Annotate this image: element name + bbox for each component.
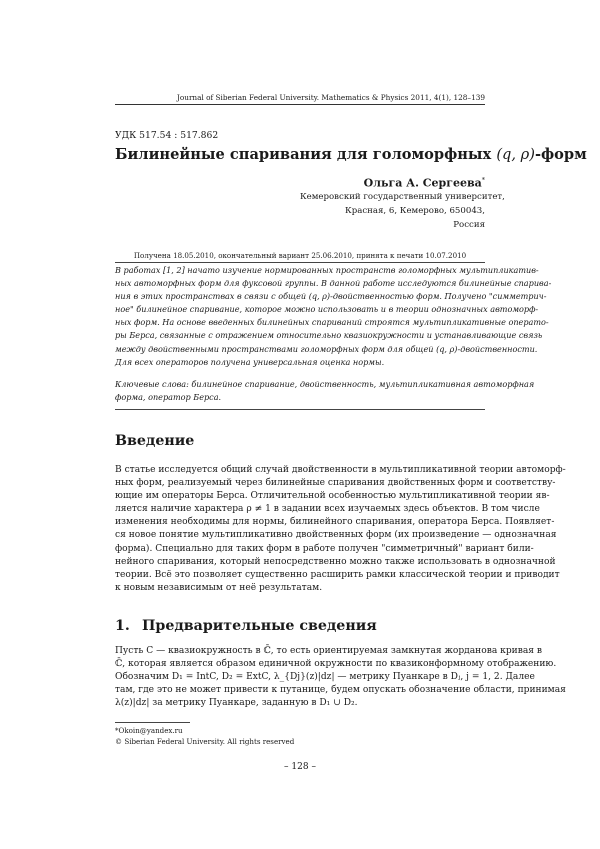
section-1-line: λ(z)|dz| за метрику Пуанкаре, заданную в D₁ ∪ D₂. [115, 698, 358, 709]
author-block [300, 176, 505, 232]
intro-line: теории. Всё это позволяет существенно расширить рамки классической теории и приводит [115, 569, 560, 580]
abstract-rule-bottom [115, 409, 485, 410]
keywords [115, 378, 535, 404]
page-number: – 128 – [284, 762, 316, 772]
intro-line: нейного спаривания, который непосредственно можно также использовать в однозначной [115, 556, 556, 567]
intro-line: ных форм, реализуемый через билинейные спаривания двойственных форм и соответству- [115, 478, 556, 489]
abstract-line: между двойственными пространствами голоморфных форм для общей (q, ρ)-двойственности. [115, 343, 538, 354]
intro-body [115, 464, 566, 595]
author-name [300, 176, 485, 190]
intro-heading: Введение [115, 433, 195, 449]
author-footnote-mark: * [481, 176, 485, 184]
section-1-line: ℂ̄, которая является образом единичной окружности по квазиконформному отображению. [115, 659, 557, 670]
author-name-text: Ольга А. Сергеева [363, 176, 482, 190]
footnote-rule [115, 722, 190, 723]
abstract-line: ных автоморфных форм для фуксовой группы. В данной работе исследуются билинейные спарива- [115, 278, 552, 289]
section-1-line: там, где это не может привести к путанице, будем опускать обозначение области, принимая [115, 685, 566, 696]
section-1-body [115, 645, 566, 710]
title-text: Билинейные спаривания для голоморфных [115, 146, 497, 163]
submission-dates: Получена 18.05.2010, окончательный вариант 25.06.2010, принята к печати 10.07.2010 [133, 251, 467, 260]
title-suffix: -форм [534, 146, 587, 163]
footnote-email: *Okoin@yandex.ru [115, 726, 183, 735]
title-math: (q, ρ) [496, 146, 535, 163]
footnote-copyright: © Siberian Federal University. All rights reserved [115, 737, 295, 746]
intro-line: форма). Специально для таких форм в работе получен "симметричный" вариант били- [115, 543, 534, 554]
affiliation-line: Кемеровский государственный университет, [300, 191, 505, 202]
abstract [115, 264, 552, 369]
udc-code: УДК 517.54 : 517.862 [115, 130, 219, 141]
affiliation-line: Красная, 6, Кемерово, 650043, [345, 205, 485, 216]
section-1-line: Обозначим D₁ = IntC, D₂ = ExtC, λ_{Dj}(z)|dz| — метрику Пуанкаре в Dⱼ, j = 1, 2. Далее [115, 672, 535, 683]
intro-line: ющие им операторы Берса. Отличительной особенностью мультипликативной теории яв- [115, 491, 550, 502]
abstract-line: В работах [1, 2] начато изучение нормированных пространств голоморфных мультипликатив- [115, 265, 539, 275]
header-rule [115, 104, 485, 105]
journal-header [115, 93, 485, 102]
abstract-rule-top [115, 262, 485, 263]
intro-line: В статье исследуется общий случай двойственности в мультипликативной теории автоморф- [115, 465, 566, 475]
section-1-heading [115, 618, 377, 634]
abstract-line: Для всех операторов получена универсальная оценка нормы. [115, 356, 385, 367]
abstract-line: ное" билинейное спаривание, которое можно использовать и в теории однозначных автоморф- [115, 304, 539, 315]
intro-line: ся новое понятие мультипликативно двойственных форм (их произведение — однозначная [115, 530, 557, 541]
section-title: Предварительные сведения [142, 618, 377, 634]
keywords-line: форма, оператор Берса. [115, 392, 222, 402]
keywords-line: Ключевые слова: билинейное спаривание, двойственность, мультипликативная автоморфная [115, 379, 535, 389]
intro-line: изменения необходимы для нормы, билинейного спаривания, оператора Берса. Появляет- [115, 517, 555, 528]
abstract-line: ных форм. На основе введенных билинейных спариваний строятся мультипликативные операто- [115, 317, 549, 328]
affiliation-line: Россия [453, 219, 485, 230]
paper-title [115, 146, 587, 163]
section-1-line: Пусть C — квазиокружность в ℂ̄, то есть ориентируемая замкнутая жорданова кривая в [115, 646, 542, 656]
abstract-line: ры Берса, связанные с отражением относительно квазиокружности и устанавливающие связь [115, 330, 543, 341]
abstract-line: ния в этих пространствах в связи с общей (q, ρ)-двойственностью форм. Получено "симметрич- [115, 291, 547, 302]
section-number: 1. [115, 618, 130, 634]
journal-citation: Journal of Siberian Federal University. Mathematics & Physics 2011, 4(1), 128–139 [176, 93, 485, 102]
intro-line: ляется наличие характера ρ ≠ 1 в задании всех изучаемых здесь объектов. В том числе [115, 504, 540, 515]
intro-line: к новым независимым от неё результатам. [115, 582, 323, 593]
